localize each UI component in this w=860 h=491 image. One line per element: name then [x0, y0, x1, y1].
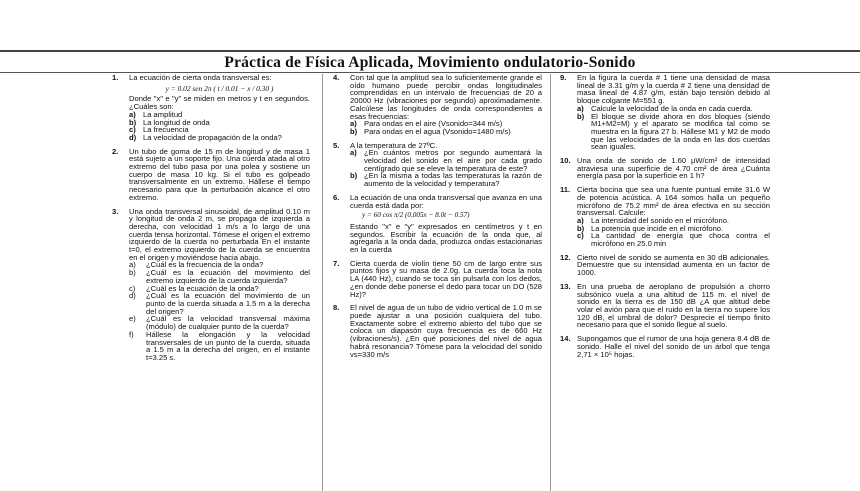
option-item [129, 315, 310, 330]
option-letter: b) [129, 268, 136, 278]
column-divider [322, 74, 323, 491]
question-number: 9. [560, 73, 567, 82]
question-item [560, 157, 770, 180]
column-divider [550, 74, 551, 491]
option-letter: b) [577, 111, 585, 121]
option-text: ¿En la misma a todas las temperaturas la razón de aumento de la velocidad y temperatura? [364, 171, 542, 189]
option-text: Para ondas en el aire (Vsonido=344 m/s) [364, 119, 503, 129]
option-letter: c) [129, 283, 136, 293]
question-number: 6. [333, 192, 340, 202]
option-item [129, 331, 310, 362]
question-text: En la figura la cuerda # 1 tiene una densidad de masa lineal de 3.31 g/m y la cuerda # 2 tiene una densidad de masa lineal de 4.87 g/m, están bajo tensión debido al bloque colgante M=551 g. [577, 73, 770, 106]
question-item [560, 74, 770, 151]
question-text: Cierta bocina que sea una fuente puntual emite 31.6 W de potencia acústica. A 164 somos halla un pequeño micrófono de 75.2 mm² de área efectiva en su sección transversal. Calcule: [577, 185, 770, 218]
option-text: La potencia que incide en el micrófono. [591, 223, 724, 233]
column-3 [560, 74, 770, 364]
option-letter: a) [577, 215, 584, 225]
option-letter: c) [577, 231, 584, 241]
option-letter: a) [350, 148, 357, 158]
question-text: La ecuación de una onda transversal que avanza en una cuerda está dada por: [350, 192, 542, 210]
question-item [560, 335, 770, 358]
question-text-continued: Estando "x" e "y" expresados en centímetros y t en segundos. Escribir la ecuación de la onda que, al agregarla a la onda dada, produzca ondas estacionarias en la cuerda [350, 221, 542, 255]
equation: y = 0.02 sen 2π ( t / 0.01 − x / 0.30 ) [165, 83, 274, 93]
question-number: 10. [560, 156, 571, 166]
option-letter: b) [577, 223, 585, 233]
option-letter: d) [129, 291, 136, 301]
option-letter: c) [129, 125, 136, 135]
option-text: ¿En cuántos metros por segundo aumentará la velocidad del sonido en el aire por cada grado centígrado que se eleve la temperatura de este? [364, 148, 542, 173]
option-text: ¿Cuál es la ecuación del movimiento de un punto de la cuerda situada a 1.5 m a la derecha del origen? [146, 291, 310, 316]
option-letter: b) [129, 117, 137, 127]
question-item [560, 254, 770, 277]
question-text: La ecuación de cierta onda transversal es: [129, 73, 272, 82]
question-item [333, 74, 542, 136]
question-number: 1. [112, 73, 119, 82]
question-item [333, 142, 542, 188]
option-text: Calcule la velocidad de la onda en cada cuerda. [591, 103, 753, 113]
question-number: 7. [333, 258, 340, 268]
option-text: ¿Cuál es la ecuación de la onda? [146, 283, 259, 293]
option-text: El bloque se divide ahora en dos bloques (siendo M1+M2=M) y el aparato se modifica tal como se muestra en la figura 27 b. Hállese M1 y M2 de modo que las velocidades de la onda en las dos cuerdas sean iguales. [591, 111, 770, 152]
question-number: 12. [560, 252, 571, 262]
option-text: La longitud de onda [143, 117, 210, 127]
option-item [129, 292, 310, 315]
question-item [333, 194, 542, 254]
option-letter: d) [129, 132, 137, 142]
question-number: 11. [560, 185, 571, 195]
option-text: La frecuencia [143, 125, 189, 135]
question-number: 2. [112, 146, 119, 156]
option-letter: b) [350, 171, 358, 181]
question-text: A la temperatura de 27ºC. [350, 140, 438, 150]
question-number: 4. [333, 73, 340, 82]
question-item [333, 304, 542, 358]
option-list [129, 261, 310, 361]
question-text: En una prueba de aeroplano de propulsión a chorro subsónico vuela a una altitud de 115 m. el nivel de sonido en la tierra es de 150 dB ¿A que altitud debe volar el avión para que el ruido en la tierra no supere los 120 dB, el umbral de dolor? Desprecie el tiempo finito necesario para que el sonido llegue al suelo. [577, 281, 770, 330]
question-number: 8. [333, 303, 340, 313]
option-text: La amplitud [143, 109, 183, 119]
option-text: La intensidad del sonido en el micrófono. [591, 215, 730, 225]
option-list [350, 149, 542, 188]
option-letter: a) [577, 103, 584, 113]
option-letter: a) [350, 119, 357, 129]
question-text: Una onda de sonido de 1.60 μW/cm² de intensidad atraviesa una superficie de 4.70 cm² de área ¿Cuánta energía pasa por la superficie en 1 h? [577, 156, 770, 181]
column-1 [112, 74, 310, 368]
option-list [577, 217, 770, 248]
option-item [577, 232, 770, 247]
option-item [129, 134, 310, 142]
option-text: ¿Cuál es la frecuencia de la onda? [146, 260, 264, 270]
question-item [560, 283, 770, 329]
option-item [350, 149, 542, 172]
option-text: La cantidad de energía que choca contra el micrófono en 25.0 min [591, 231, 770, 249]
option-letter: b) [350, 126, 358, 136]
option-text: ¿Cuál es la ecuación del movimiento del extremo izquierdo de la cuerda izquierda? [146, 268, 310, 285]
top-rule [0, 50, 860, 52]
option-item [350, 128, 542, 136]
question-text: Cierta cuerda de violín tiene 50 cm de largo entre sus puntos fijos y su masa de 2.0g. La cuerda toca la nota LA (440 Hz), cuando se toca sin pulsarla con los dedos, ¿en donde debe ponerse el dedo para tocar un DO (528 Hz)? [350, 258, 542, 299]
question-item [112, 148, 310, 202]
question-text: Cierto nivel de sonido se aumenta en 30 dB adicionales. Demuestre que su intensidad aumenta en un factor de 1000. [577, 252, 770, 278]
question-item [112, 74, 310, 142]
question-text: Una onda transversal sinusoidal, de amplitud 0.10 m y longitud de onda 2 m, se propaga de izquierda a derecha, con velocidad 1 m/s a lo largo de una cuerda tensa horizontal. Tómese el origen el extremo izquierdo de la cuerda no perturbada En el instante t=0, el extremo izquierdo de la cuerda se encuentra en el origen y moviéndose hacia abajo. [129, 206, 310, 262]
question-text: Supongamos que el rumor de una hoja genera 8.4 dB de sonido. Halle el nivel del sonido de un árbol que tenga 2,71 × 10⁵ hojas. [577, 334, 770, 359]
question-item [112, 208, 310, 362]
equation: y = 60 cos π/2 (0,005x − 8.0t − 0.57) [362, 211, 470, 220]
option-item [129, 269, 310, 284]
question-item [560, 186, 770, 248]
option-text: La velocidad de propagación de la onda? [143, 132, 282, 142]
option-text: Para ondas en el agua (Vsonido=1480 m/s) [364, 126, 511, 136]
option-letter: a) [129, 260, 136, 270]
option-list [129, 111, 310, 142]
question-item [333, 260, 542, 299]
question-number: 13. [560, 281, 571, 291]
option-text: ¿Cuál es la velocidad transversal máxima (módulo) de cualquier punto de la cuerda? [146, 314, 310, 332]
option-text: Hállese la elongación y la velocidad transversales de un punto de la cuerda, situada a 1.5 m a la derecha del origen, en el instante t=3.25 s. [146, 329, 310, 362]
option-letter: e) [129, 314, 136, 324]
option-item [577, 113, 770, 152]
option-letter: a) [129, 109, 136, 119]
option-list [577, 105, 770, 151]
column-2 [333, 74, 542, 364]
question-text: El nivel de agua de un tubo de vidrio vertical de 1.0 m se puede ajustar a una posición cualquiera del tubo. Exactamente sobre el extremo abierto del tubo que se coloca un diapasón cuya frecuencia es de 660 Hz (vibraciones/s). ¿En qué posiciones del nivel de agua habrá resonancia? Tómese para la velocidad del sonido vs=330 m/s [350, 303, 542, 359]
question-number: 3. [112, 206, 119, 216]
option-list [350, 120, 542, 135]
question-number: 5. [333, 140, 340, 150]
question-text-continued: Donde "x" e "y" se miden en metros y t en segundos. ¿Cuáles son: [129, 94, 310, 112]
option-letter: f) [129, 329, 134, 339]
question-number: 14. [560, 334, 571, 344]
page-title: Práctica de Física Aplicada, Movimiento ondulatorio-Sonido [224, 54, 636, 71]
question-text: Con tal que la amplitud sea lo suficientemente grande el oído humano puede percibir ondas longitudinales comprendidas en un intervalo de frecuencias de 20 a 20000 Hz (vibraciones por segundo) aproximadamente. Calcúlese las longitudes de onda correspondientes a esas frecuencias: [350, 73, 542, 121]
question-text: Un tubo de goma de 15 m de longitud y de masa 1 está sujeto a un soporte fijo. Una cuerda atada al otro extremo del tubo pasa por una polea y sostiene un cuerpo de masa 10 kg. Si el tubo es golpeado transversalmente en un extremo. Hállese el tiempo necesario para que la perturbación alcance el otro extremo. [129, 146, 310, 202]
option-item [350, 172, 542, 187]
